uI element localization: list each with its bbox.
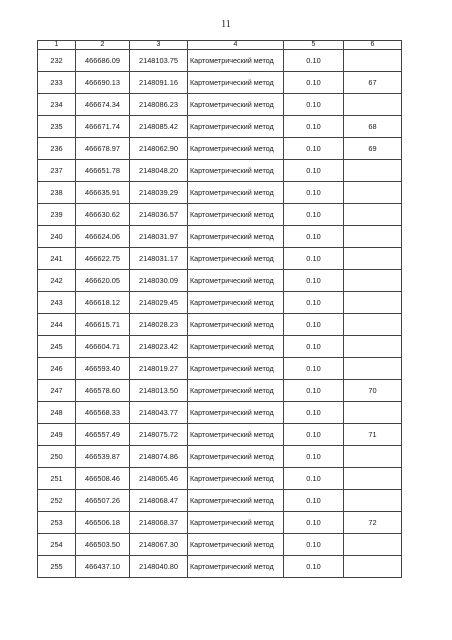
cell-method: Картометрический метод <box>188 402 284 424</box>
cell-method: Картометрический метод <box>188 358 284 380</box>
cell-x-coordinate: 466557.49 <box>76 424 130 446</box>
table-row <box>38 116 402 138</box>
table-row <box>38 50 402 72</box>
cell-accuracy: 0.10 <box>284 358 344 380</box>
cell-note <box>344 292 402 314</box>
cell-note <box>344 358 402 380</box>
cell-y-coordinate: 2148086.23 <box>130 94 188 116</box>
cell-note <box>344 446 402 468</box>
header-col-4: 4 <box>188 41 284 50</box>
cell-accuracy: 0.10 <box>284 512 344 534</box>
cell-y-coordinate: 2148085.42 <box>130 116 188 138</box>
cell-method: Картометрический метод <box>188 446 284 468</box>
cell-point-number: 239 <box>38 204 76 226</box>
cell-method: Картометрический метод <box>188 182 284 204</box>
cell-point-number: 251 <box>38 468 76 490</box>
cell-note <box>344 314 402 336</box>
cell-point-number: 249 <box>38 424 76 446</box>
cell-x-coordinate: 466671.74 <box>76 116 130 138</box>
cell-x-coordinate: 466620.05 <box>76 270 130 292</box>
cell-note <box>344 270 402 292</box>
cell-x-coordinate: 466630.62 <box>76 204 130 226</box>
cell-method: Картометрический метод <box>188 94 284 116</box>
cell-method: Картометрический метод <box>188 336 284 358</box>
cell-method: Картометрический метод <box>188 292 284 314</box>
cell-note <box>344 204 402 226</box>
header-col-3: 3 <box>130 41 188 50</box>
cell-accuracy: 0.10 <box>284 138 344 160</box>
cell-method: Картометрический метод <box>188 314 284 336</box>
table-row <box>38 512 402 534</box>
table-row <box>38 138 402 160</box>
cell-method: Картометрический метод <box>188 72 284 94</box>
cell-note <box>344 534 402 556</box>
cell-accuracy: 0.10 <box>284 270 344 292</box>
cell-point-number: 253 <box>38 512 76 534</box>
cell-point-number: 237 <box>38 160 76 182</box>
cell-x-coordinate: 466622.75 <box>76 248 130 270</box>
cell-note <box>344 490 402 512</box>
cell-x-coordinate: 466604.71 <box>76 336 130 358</box>
cell-method: Картометрический метод <box>188 138 284 160</box>
cell-y-coordinate: 2148074.86 <box>130 446 188 468</box>
cell-x-coordinate: 466593.40 <box>76 358 130 380</box>
cell-x-coordinate: 466618.12 <box>76 292 130 314</box>
table-header-row <box>38 41 402 50</box>
table-row <box>38 292 402 314</box>
cell-y-coordinate: 2148103.75 <box>130 50 188 72</box>
table-row <box>38 248 402 270</box>
cell-y-coordinate: 2148029.45 <box>130 292 188 314</box>
table-row <box>38 182 402 204</box>
cell-point-number: 241 <box>38 248 76 270</box>
cell-note <box>344 50 402 72</box>
cell-method: Картометрический метод <box>188 226 284 248</box>
cell-note <box>344 182 402 204</box>
cell-method: Картометрический метод <box>188 380 284 402</box>
cell-x-coordinate: 466635.91 <box>76 182 130 204</box>
cell-y-coordinate: 2148039.29 <box>130 182 188 204</box>
cell-x-coordinate: 466503.50 <box>76 534 130 556</box>
cell-x-coordinate: 466508.46 <box>76 468 130 490</box>
cell-method: Картометрический метод <box>188 160 284 182</box>
cell-note: 68 <box>344 116 402 138</box>
cell-point-number: 232 <box>38 50 76 72</box>
cell-y-coordinate: 2148036.57 <box>130 204 188 226</box>
header-col-1: 1 <box>38 41 76 50</box>
cell-accuracy: 0.10 <box>284 292 344 314</box>
cell-point-number: 254 <box>38 534 76 556</box>
table-row <box>38 424 402 446</box>
table-row <box>38 160 402 182</box>
cell-note: 71 <box>344 424 402 446</box>
cell-point-number: 255 <box>38 556 76 578</box>
table-row <box>38 94 402 116</box>
table-body <box>38 50 402 578</box>
cell-point-number: 242 <box>38 270 76 292</box>
cell-x-coordinate: 466437.10 <box>76 556 130 578</box>
table-row <box>38 468 402 490</box>
cell-point-number: 246 <box>38 358 76 380</box>
cell-note <box>344 94 402 116</box>
cell-accuracy: 0.10 <box>284 72 344 94</box>
cell-accuracy: 0.10 <box>284 248 344 270</box>
cell-x-coordinate: 466686.09 <box>76 50 130 72</box>
cell-x-coordinate: 466690.13 <box>76 72 130 94</box>
cell-point-number: 238 <box>38 182 76 204</box>
cell-point-number: 240 <box>38 226 76 248</box>
table-row <box>38 534 402 556</box>
cell-accuracy: 0.10 <box>284 336 344 358</box>
cell-method: Картометрический метод <box>188 248 284 270</box>
cell-method: Картометрический метод <box>188 424 284 446</box>
cell-note <box>344 556 402 578</box>
cell-point-number: 247 <box>38 380 76 402</box>
cell-note <box>344 248 402 270</box>
header-col-5: 5 <box>284 41 344 50</box>
cell-x-coordinate: 466678.97 <box>76 138 130 160</box>
cell-point-number: 244 <box>38 314 76 336</box>
header-col-6: 6 <box>344 41 402 50</box>
table-row <box>38 204 402 226</box>
cell-note <box>344 336 402 358</box>
cell-point-number: 245 <box>38 336 76 358</box>
cell-accuracy: 0.10 <box>284 116 344 138</box>
cell-x-coordinate: 466624.06 <box>76 226 130 248</box>
cell-x-coordinate: 466539.87 <box>76 446 130 468</box>
cell-accuracy: 0.10 <box>284 182 344 204</box>
header-col-2: 2 <box>76 41 130 50</box>
cell-x-coordinate: 466651.78 <box>76 160 130 182</box>
cell-y-coordinate: 2148065.46 <box>130 468 188 490</box>
cell-method: Картометрический метод <box>188 512 284 534</box>
cell-method: Картометрический метод <box>188 204 284 226</box>
cell-method: Картометрический метод <box>188 556 284 578</box>
cell-y-coordinate: 2148067.30 <box>130 534 188 556</box>
cell-y-coordinate: 2148040.80 <box>130 556 188 578</box>
cell-y-coordinate: 2148048.20 <box>130 160 188 182</box>
cell-y-coordinate: 2148031.17 <box>130 248 188 270</box>
cell-accuracy: 0.10 <box>284 446 344 468</box>
cell-y-coordinate: 2148062.90 <box>130 138 188 160</box>
cell-note <box>344 402 402 424</box>
cell-accuracy: 0.10 <box>284 380 344 402</box>
cell-y-coordinate: 2148028.23 <box>130 314 188 336</box>
cell-point-number: 234 <box>38 94 76 116</box>
table-row <box>38 314 402 336</box>
cell-method: Картометрический метод <box>188 534 284 556</box>
cell-note <box>344 226 402 248</box>
cell-note <box>344 468 402 490</box>
cell-note: 70 <box>344 380 402 402</box>
table-row <box>38 72 402 94</box>
table-row <box>38 556 402 578</box>
cell-point-number: 235 <box>38 116 76 138</box>
table-row <box>38 490 402 512</box>
cell-note <box>344 160 402 182</box>
cell-y-coordinate: 2148043.77 <box>130 402 188 424</box>
cell-note: 67 <box>344 72 402 94</box>
cell-accuracy: 0.10 <box>284 556 344 578</box>
cell-method: Картометрический метод <box>188 270 284 292</box>
cell-x-coordinate: 466507.26 <box>76 490 130 512</box>
cell-point-number: 252 <box>38 490 76 512</box>
cell-accuracy: 0.10 <box>284 204 344 226</box>
cell-x-coordinate: 466674.34 <box>76 94 130 116</box>
cell-point-number: 236 <box>38 138 76 160</box>
cell-accuracy: 0.10 <box>284 94 344 116</box>
cell-y-coordinate: 2148075.72 <box>130 424 188 446</box>
cell-point-number: 248 <box>38 402 76 424</box>
cell-accuracy: 0.10 <box>284 402 344 424</box>
cell-accuracy: 0.10 <box>284 468 344 490</box>
cell-accuracy: 0.10 <box>284 490 344 512</box>
cell-accuracy: 0.10 <box>284 50 344 72</box>
table-row <box>38 402 402 424</box>
cell-note: 69 <box>344 138 402 160</box>
cell-x-coordinate: 466578.60 <box>76 380 130 402</box>
table-row <box>38 380 402 402</box>
cell-y-coordinate: 2148068.47 <box>130 490 188 512</box>
table-row <box>38 270 402 292</box>
cell-accuracy: 0.10 <box>284 424 344 446</box>
cell-method: Картометрический метод <box>188 468 284 490</box>
cell-y-coordinate: 2148030.09 <box>130 270 188 292</box>
table-row <box>38 358 402 380</box>
coordinates-table <box>37 40 402 578</box>
cell-accuracy: 0.10 <box>284 226 344 248</box>
cell-x-coordinate: 466568.33 <box>76 402 130 424</box>
cell-x-coordinate: 466506.18 <box>76 512 130 534</box>
cell-method: Картометрический метод <box>188 116 284 138</box>
page-number: 11 <box>221 19 231 30</box>
cell-note: 72 <box>344 512 402 534</box>
cell-accuracy: 0.10 <box>284 160 344 182</box>
table-row <box>38 226 402 248</box>
cell-y-coordinate: 2148019.27 <box>130 358 188 380</box>
cell-point-number: 233 <box>38 72 76 94</box>
cell-accuracy: 0.10 <box>284 314 344 336</box>
cell-point-number: 250 <box>38 446 76 468</box>
cell-y-coordinate: 2148068.37 <box>130 512 188 534</box>
cell-y-coordinate: 2148091.16 <box>130 72 188 94</box>
cell-x-coordinate: 466615.71 <box>76 314 130 336</box>
cell-method: Картометрический метод <box>188 490 284 512</box>
cell-accuracy: 0.10 <box>284 534 344 556</box>
table-row <box>38 336 402 358</box>
cell-method: Картометрический метод <box>188 50 284 72</box>
cell-y-coordinate: 2148031.97 <box>130 226 188 248</box>
cell-y-coordinate: 2148023.42 <box>130 336 188 358</box>
table-row <box>38 446 402 468</box>
cell-y-coordinate: 2148013.50 <box>130 380 188 402</box>
cell-point-number: 243 <box>38 292 76 314</box>
